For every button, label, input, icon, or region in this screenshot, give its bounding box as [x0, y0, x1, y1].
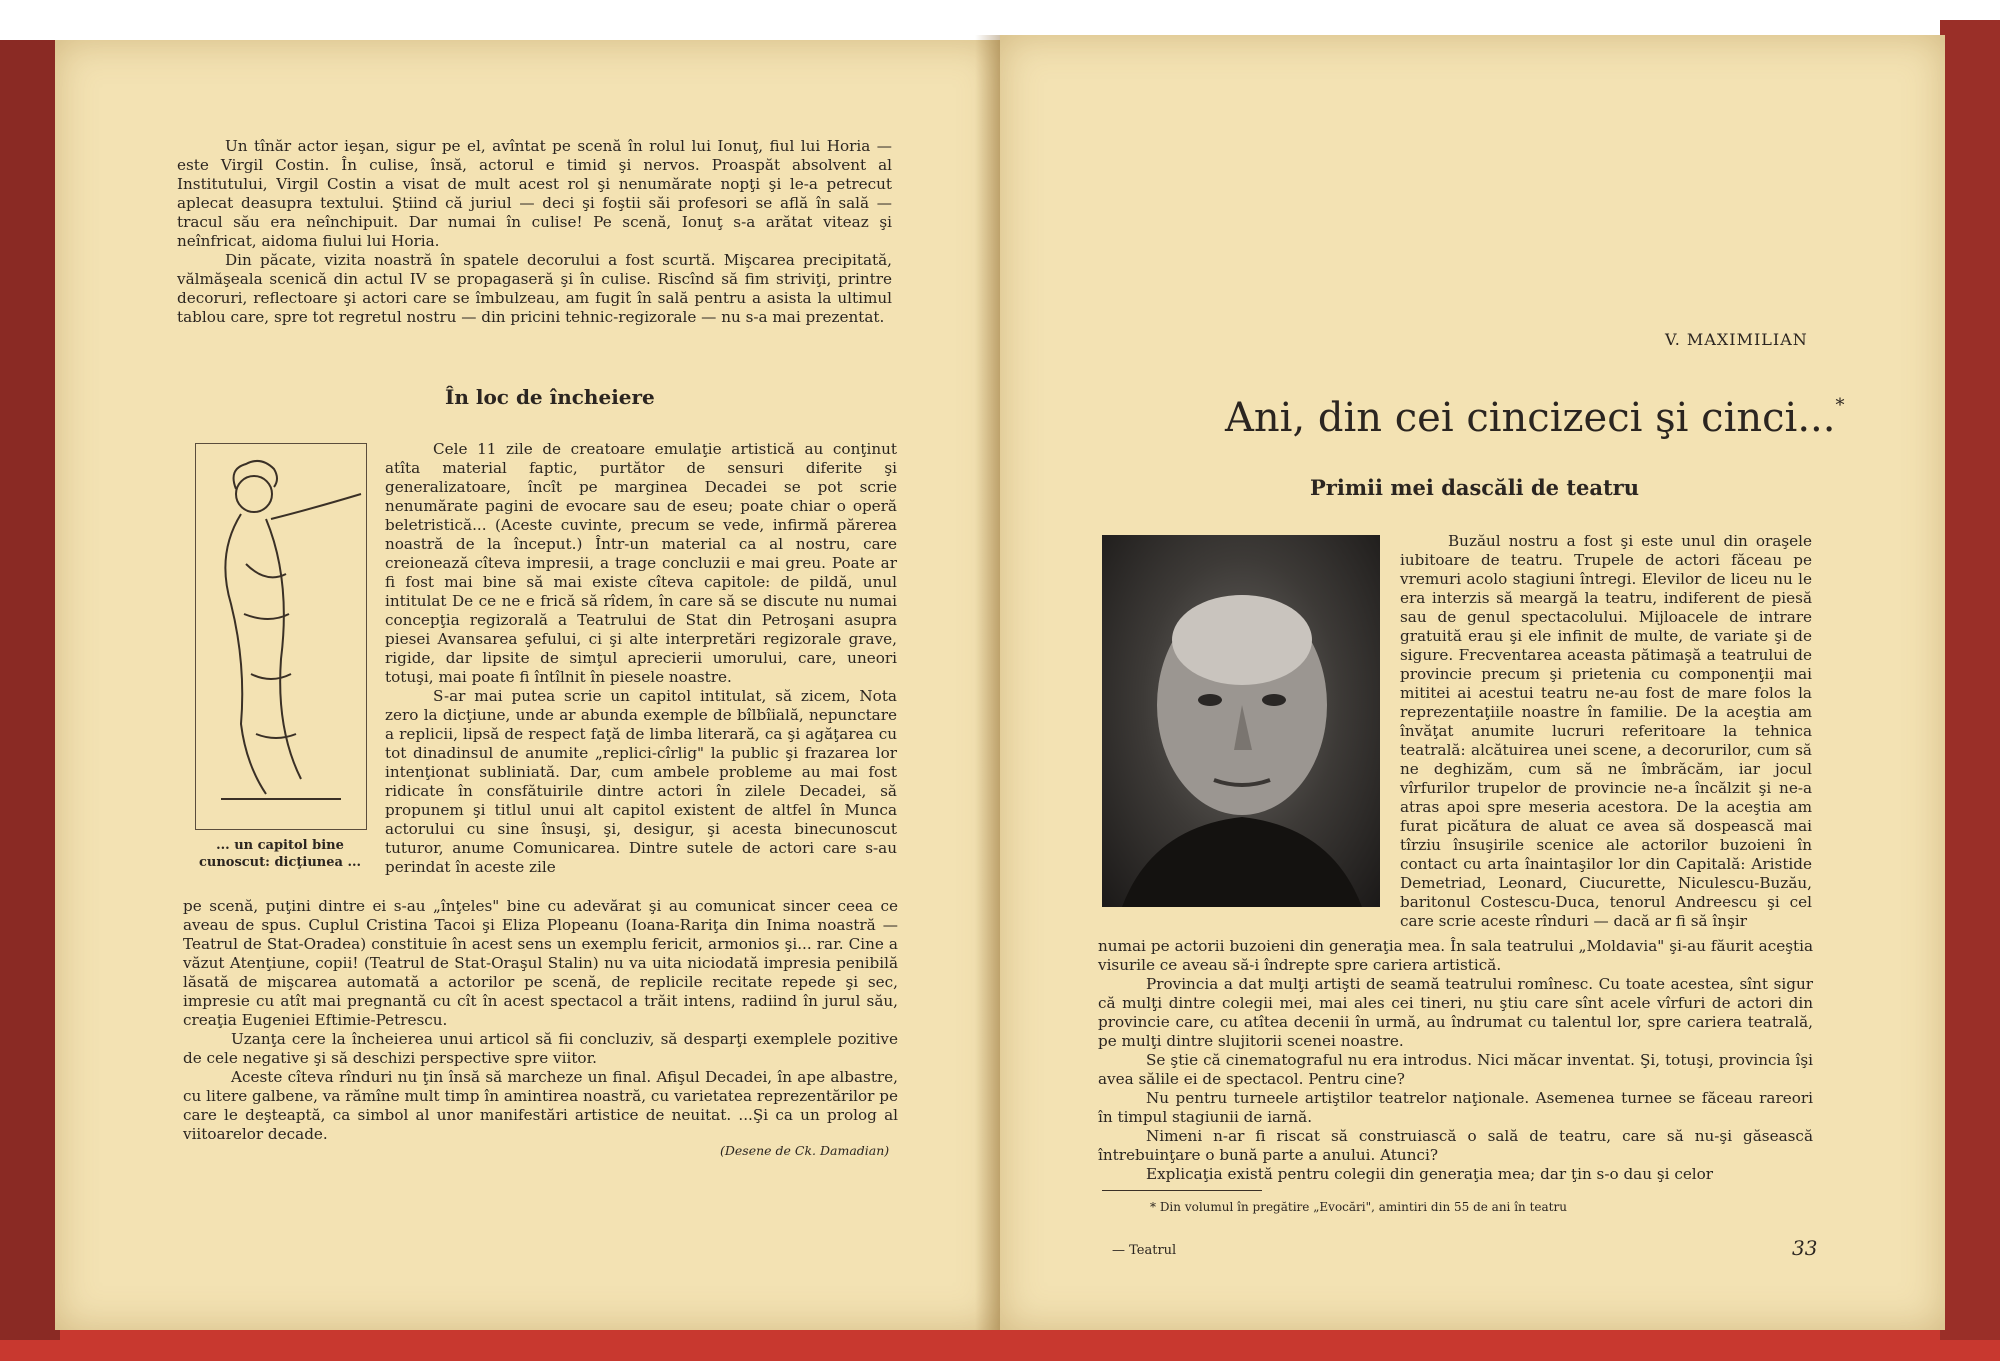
paragraph: Provincia a dat mulţi artişti de seamă teatrului romînesc. Cu toate acestea, sînt sigur că mulţi dintre colegii mei, mai ales cei tineri, nu ştiu care sînt acele vîrfuri de actori din provincie care, cu atîtea decenii în urmă, au îndrumat cu talentul lor, spre cariera teatrală, pe mulţi dintre slujitorii scenei noastre. [1098, 975, 1813, 1050]
illustration-caption: ... un capitol bine cunoscut: dicţiunea ... [198, 838, 362, 870]
actor-sketch-illustration [195, 443, 367, 830]
footnote-mark: * [1835, 395, 1845, 416]
portrait-left-eye [1198, 694, 1222, 706]
paragraph: Un tînăr actor ieşan, sigur pe el, avîntat pe scenă în rolul lui Ionuţ, fiul lui Horia — este Virgil Costin. În culise, însă, actorul e timid şi nervos. Proaspăt absolvent al Institutului, Virgil Costin a visat de mult acest rol şi nenumărate nopţi şi le-a petrecut aplecat deasupra textului. Ştiind că juriul — deci şi foştii săi profesori se află în sală — tracul său era neînchipuit. Dar numai în culise! Pe scenă, Ionuţ s-a arătat viteaz şi neînfricat, aidoma fiului lui Horia. [177, 137, 892, 250]
portrait-shoulders [1122, 817, 1362, 907]
sketch-folds [244, 564, 296, 738]
footer-publication: — Teatrul [1112, 1243, 1177, 1258]
paragraph: numai pe actorii buzoieni din generaţia mea. În sala teatrului „Moldavia" şi-au făurit aceştia visurile ce aveau să-i îndrepte spre cariera artistică. [1098, 937, 1813, 974]
paragraph: Nimeni n-ar fi riscat să construiască o sală de teatru, care să nu-şi găsească întrebuinţare o bună parte a anului. Atunci? [1098, 1127, 1813, 1164]
portrait-forehead [1172, 595, 1312, 685]
section-heading: În loc de încheiere [445, 385, 655, 409]
left-top-text [177, 137, 892, 327]
paragraph: Cele 11 zile de creatoare emulaţie artistică au conţinut atîta material faptic, purtător de sensuri diferite şi generalizatoare, încît pe marginea Decadei se pot scrie nenumărate pagini de evocare sau de eseu; poate chiar o operă beletristică... (Aceste cuvinte, precum se vede, infirmă părerea noastră de la început.) Într-un material ca al nostru, care creionează cîteva impresii, a trage concluzii e mai greu. Poate ar fi fost mai bine să mai existe cîteva capitole: de pildă, unul intitulat De ce ne e frică să rîdem, în care să se discute nu numai concepţia regizorală a Teatrului de Stat din Petroşani asupra piesei Avansarea şefului, ci şi alte interpretări regizorale grave, rigide, dar lipsite de simţul aprecierii umorului, care, uneori totuşi, mai poate fi întîlnit în piesele noastre. [385, 440, 897, 686]
left-bottom-text [183, 897, 898, 1144]
sketch-body [225, 514, 266, 794]
right-full-text [1098, 937, 1813, 1184]
illustration-credit: (Desene de Ck. Damadian) [720, 1143, 890, 1158]
portrait-face [1102, 535, 1380, 907]
paragraph: Uzanţa cere la încheierea unui articol să fii concluziv, să desparţi exemplele pozitive de cele negative şi să deschizi perspective spre viitor. [183, 1030, 898, 1067]
paragraph: Buzăul nostru a fost şi este unul din oraşele iubitoare de teatru. Trupele de actori făceau pe vremuri acolo stagiuni întregi. Elevilor de liceu nu le era interzis să meargă la teatru, indiferent de piesă sau de genul spectacolului. Mijloacele de intrare gratuită erau şi ele infinit de multe, de variate şi de sigure. Frecventarea aceasta pătimaşă a teatrului de provincie precum şi prietenia cu componenţii mai mititei ai acestui teatru ne-au fost de mare folos la reprezentaţiile noastre în familie. De la aceştia am învăţat anumite lucruri referitoare la tehnica teatrală: alcătuirea unei scene, a decorurilor, cum să ne deghizăm, cum să ne îmbrăcăm, iar jocul vîrfurilor trupelor de provincie ne-a încălzit şi ne-a atras apoi spre meseria acestora. De la aceştia am furat picătura de aluat ce avea să dospească mai tîrziu însuşirile scenice ale actorilor buzoieni în contact cu arta înaintaşilor lor din Capitală: Aristide Demetriad, Leonard, Ciucurette, Niculescu-Buzău, baritonul Costescu-Duca, tenorul Andreescu şi cel care scrie aceste rînduri — dacă ar fi să înşir [1400, 532, 1812, 930]
article-title-text: Ani, din cei cincizeci şi cinci... [1225, 395, 1836, 441]
paragraph: pe scenă, puţini dintre ei s-au „înţeles" bine cu adevărat şi au comunicat sincer ceea ce aveau de spus. Cuplul Cristina Tacoi şi Eliza Plopeanu (Ioana-Rariţa din Inima noastră — Teatrul de Stat-Oradea) constituie în acest sens un exemplu fericit, armonios şi... rar. Cine a văzut Atenţiune, copii! (Teatrul de Stat-Oraşul Stalin) nu va uita niciodată impresia penibilă lăsată de mişcarea automată a actorilor pe scenă, de replicile recitate repede şi sec, impresie cu atît mai pregnantă cu cît în acest spectacol a trăit intens, radiind în jurul său, creaţia Eugeniei Eftimie-Petrescu. [183, 897, 898, 1029]
article-title [1225, 395, 1844, 441]
paragraph: Explicaţia există pentru colegii din generaţia mea; dar ţin s-o dau şi celor [1146, 1165, 1714, 1183]
page-number: 33 [1792, 1236, 1818, 1260]
paragraph: Din păcate, vizita noastră în spatele decorului a fost scurtă. Mişcarea precipitată, vălmăşeala scenică din actul IV se propagaseră şi în culise. Riscînd să fim striviţi, printre decoruri, reflectoare şi actori care se îmbulzeau, am fugit în sală pentru a asista la ultimul tablou care, spre tot regretul nostru — din pricini tehnic-regizorale — nu s-a mai prezentat. [177, 251, 892, 326]
sketch-arm [271, 494, 361, 519]
sketch-head [236, 476, 272, 512]
sketch-toga [266, 519, 301, 779]
book-spine-left [0, 40, 60, 1340]
right-column-text [1400, 532, 1812, 931]
author-portrait-photo [1102, 535, 1380, 907]
portrait-right-eye [1262, 694, 1286, 706]
paragraph: Nu pentru turneele artiştilor teatrelor naţionale. Asemenea turnee se făceau rareori în timpul stagiunii de iarnă. [1098, 1089, 1813, 1126]
footnote: * Din volumul în pregătire „Evocări", amintiri din 55 de ani în teatru [1150, 1200, 1567, 1214]
author-name: V. MAXIMILIAN [1665, 330, 1808, 349]
paragraph: Aceste cîteva rînduri nu ţin însă să marcheze un final. Afişul Decadei, în ape albastre, cu litere galbene, va rămîne mult timp în amintirea noastră, cu varietatea reprezentărilor pe care le deşteaptă, ca simbol al unor manifestări artistice de neuitat. ...Şi ca un prolog al viitoarelor decade. [183, 1068, 898, 1143]
paragraph: Se ştie că cinematograful nu era introdus. Nici măcar inventat. Şi, totuşi, provincia îşi avea sălile ei de spectacol. Pentru cine? [1098, 1051, 1813, 1088]
footnote-rule [1102, 1190, 1262, 1191]
book-cover-right-edge [1940, 20, 2000, 1340]
paragraph: S-ar mai putea scrie un capitol intitulat, să zicem, Nota zero la dicţiune, unde ar abunda exemple de bîlbîială, nepunctare a replicii, lipsă de respect faţă de limba literară, ca şi agăţarea cu tot dinadinsul de anumite „replici-cîrlig" la public şi frazarea lor intenţionat subliniată. Dar, cum ambele probleme au mai fost ridicate în consfătuirile dintre actori în zilele Decadei, să propunem şi titlul unui alt capitol existent de altfel în Munca actorului cu sine însuşi, şi, desigur, şi acesta binecunoscut tuturor, anume Comunicarea. Dintre sutele de actori care s-au perindat în aceste zile [385, 687, 897, 876]
left-column-text [385, 440, 897, 877]
article-subtitle: Primii mei dascăli de teatru [1310, 475, 1640, 500]
